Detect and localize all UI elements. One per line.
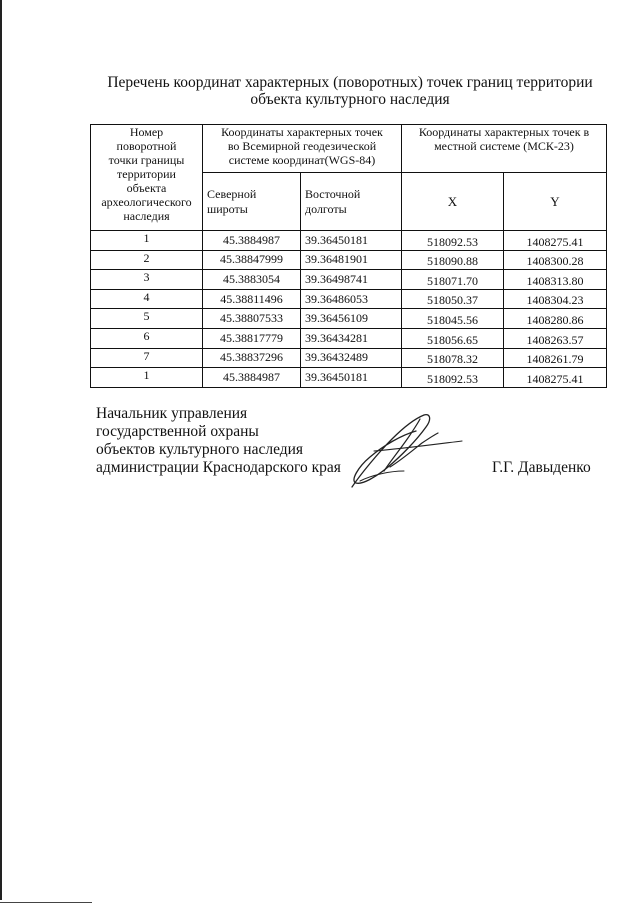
cell-y: 1408304.23	[504, 289, 607, 309]
cell-x: 518092.53	[402, 231, 504, 251]
cell-x: 518090.88	[402, 250, 504, 270]
table-row	[91, 309, 607, 329]
left-margin-rule	[0, 0, 2, 900]
signatory-name: Г.Г. Давыденко	[492, 459, 591, 476]
cell-latitude: 45.3883054	[203, 270, 301, 290]
cell-point-number: 6	[91, 328, 203, 348]
cell-latitude: 45.38817779	[203, 328, 301, 348]
cell-point-number: 3	[91, 270, 203, 290]
header-wgs84-group: Координаты характерных точек во Всемирной геодезической системе координат(WGS-84)	[203, 125, 402, 173]
cell-latitude: 45.38847999	[203, 250, 301, 270]
cell-longitude: 39.36432489	[301, 348, 402, 368]
header-msk23-group: Координаты характерных точек в местной системе (МСК-23)	[402, 125, 607, 173]
cell-y: 1408280.86	[504, 309, 607, 329]
cell-latitude: 45.38837296	[203, 348, 301, 368]
table-row	[91, 289, 607, 309]
cell-longitude: 39.36434281	[301, 328, 402, 348]
table-row	[91, 250, 607, 270]
table-row	[91, 368, 607, 388]
cell-longitude: 39.36450181	[301, 231, 402, 251]
cell-x: 518056.65	[402, 328, 504, 348]
cell-point-number: 1	[91, 231, 203, 251]
cell-y: 1408300.28	[504, 250, 607, 270]
cell-x: 518050.37	[402, 289, 504, 309]
cell-point-number: 4	[91, 289, 203, 309]
header-y: Y	[504, 173, 607, 231]
document-title	[90, 74, 610, 108]
signatory-position	[96, 405, 341, 477]
cell-y: 1408275.41	[504, 368, 607, 388]
cell-latitude: 45.38811496	[203, 289, 301, 309]
cell-x: 518092.53	[402, 368, 504, 388]
header-latitude: Северной широты	[203, 173, 301, 231]
cell-longitude: 39.36456109	[301, 309, 402, 329]
signatory-line: объектов культурного наследия	[96, 441, 304, 458]
coordinates-table	[90, 124, 607, 388]
cell-point-number: 5	[91, 309, 203, 329]
header-point-number: Номер поворотной точки границы территории объекта археологического наследия	[91, 125, 203, 231]
handwritten-signature	[330, 405, 470, 495]
header-x: X	[402, 173, 504, 231]
title-line-1: Перечень координат характерных (поворотных) точек границ территории	[107, 74, 593, 91]
signatory-line: государственной охраны	[96, 423, 259, 440]
cell-y: 1408261.79	[504, 348, 607, 368]
cell-longitude: 39.36481901	[301, 250, 402, 270]
title-line-2: объекта культурного наследия	[250, 91, 450, 108]
cell-latitude: 45.3884987	[203, 368, 301, 388]
signatory-line: администрации Краснодарского края	[96, 459, 341, 476]
cell-longitude: 39.36450181	[301, 368, 402, 388]
cell-x: 518045.56	[402, 309, 504, 329]
cell-x: 518078.32	[402, 348, 504, 368]
cell-point-number: 7	[91, 348, 203, 368]
cell-point-number: 1	[91, 368, 203, 388]
signatory-line: Начальник управления	[96, 405, 248, 422]
header-row-1	[91, 125, 607, 173]
cell-latitude: 45.3884987	[203, 231, 301, 251]
table-row	[91, 270, 607, 290]
table-row	[91, 231, 607, 251]
cell-y: 1408275.41	[504, 231, 607, 251]
cell-longitude: 39.36498741	[301, 270, 402, 290]
cell-x: 518071.70	[402, 270, 504, 290]
header-longitude: Восточной долготы	[301, 173, 402, 231]
cell-y: 1408313.80	[504, 270, 607, 290]
table-row	[91, 348, 607, 368]
cell-longitude: 39.36486053	[301, 289, 402, 309]
cell-point-number: 2	[91, 250, 203, 270]
cell-y: 1408263.57	[504, 328, 607, 348]
table-row	[91, 328, 607, 348]
bottom-margin-rule	[0, 902, 92, 903]
cell-latitude: 45.38807533	[203, 309, 301, 329]
